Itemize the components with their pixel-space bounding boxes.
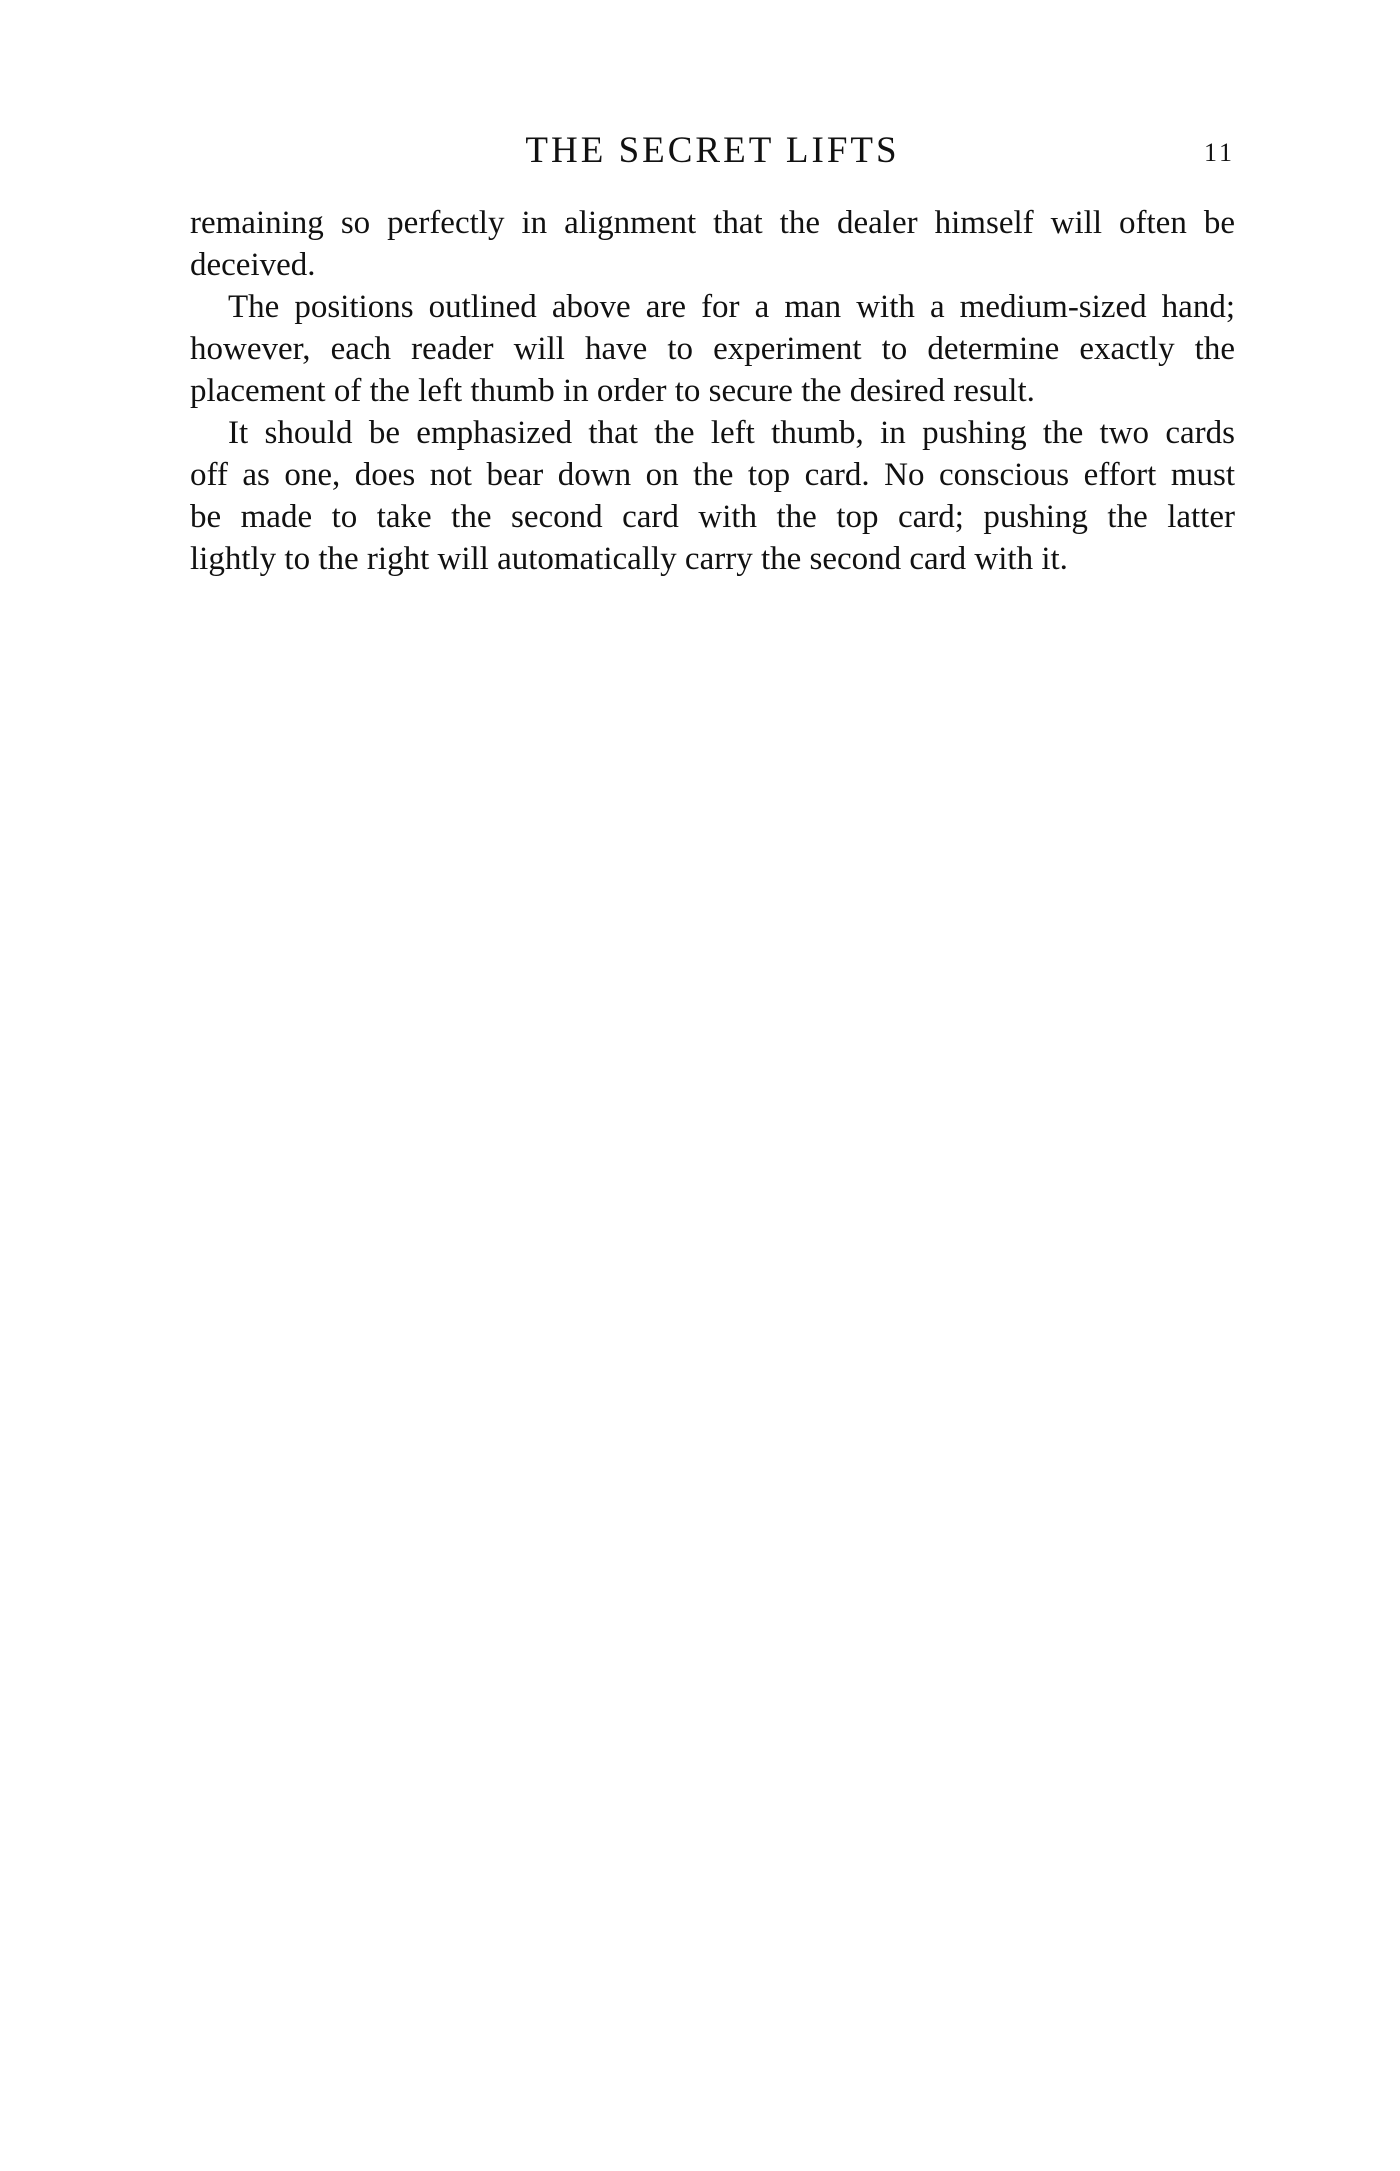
text-line: The positions outlined above are for a man with a medium-sized hand; [228, 289, 1235, 325]
text-line: deceived. [190, 247, 316, 283]
text-line: remaining so perfectly in alignment that the dealer himself will often be [190, 205, 1235, 241]
text-line: It should be emphasized that the left thumb, in pushing the two cards [228, 415, 1235, 451]
running-title: THE SECRET LIFTS [525, 130, 900, 171]
text-line: lightly to the right will automatically carry the second card with it. [190, 541, 1068, 577]
paragraph [190, 286, 1235, 412]
text-line: off as one, does not bear down on the top card. No conscious effort must [190, 457, 1235, 493]
paragraph [190, 412, 1235, 580]
page-number: 11 [1203, 138, 1235, 167]
running-head [190, 126, 1235, 176]
body-text [190, 202, 1235, 580]
text-line: placement of the left thumb in order to secure the desired result. [190, 373, 1035, 409]
paragraph [190, 202, 1235, 286]
text-line: however, each reader will have to experiment to determine exactly the [190, 331, 1235, 367]
text-line: be made to take the second card with the top card; pushing the latter [190, 499, 1235, 535]
